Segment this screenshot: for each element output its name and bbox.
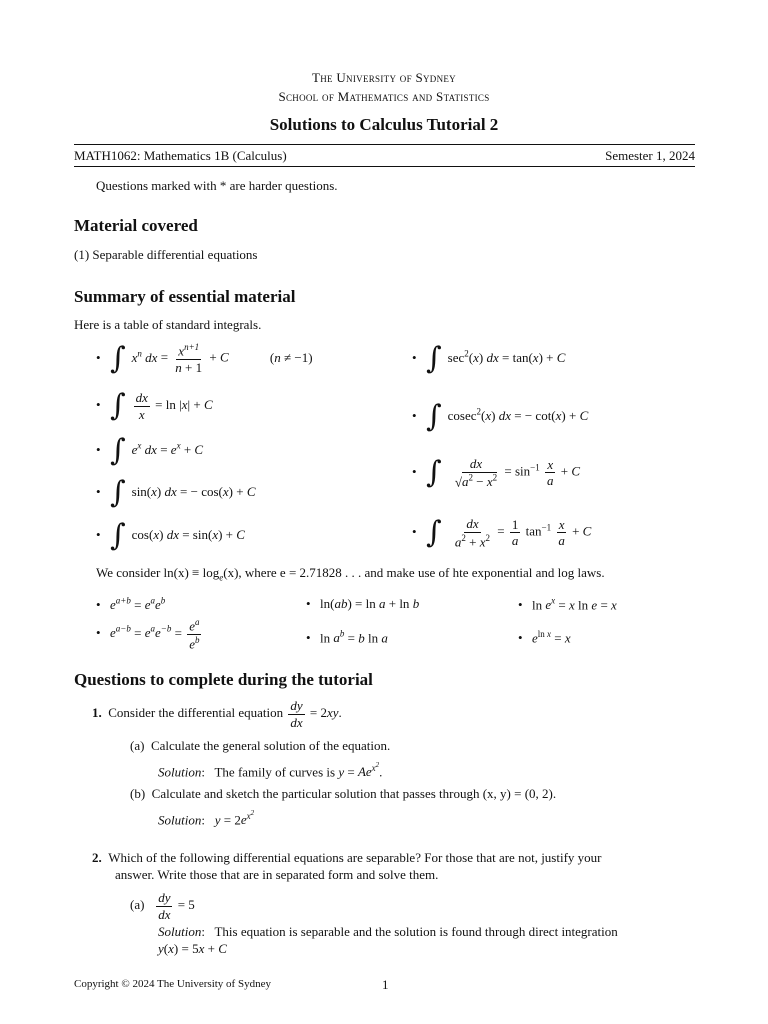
question-2a-answer: y(x) = 5x + C: [158, 941, 227, 956]
question-1b: (b) Calculate and sketch the particular solution that passes through (x, y) = (0, 2).: [130, 786, 557, 801]
header-rule-bottom: [74, 166, 695, 167]
semester: Semester 1, 2024: [605, 148, 695, 163]
material-heading: Material covered: [74, 216, 198, 235]
header-rule-top: [74, 144, 695, 145]
questions-heading: Questions to complete during the tutorial: [74, 670, 373, 689]
page-number: 1: [382, 977, 389, 992]
summary-heading: Summary of essential material: [74, 287, 296, 306]
exp-law-difference: • $e^{a-b} = e^ae^{-b}$ = $\frac{e^a}{e^b}$: [96, 617, 200, 652]
exp-law-sum: • $e^{a+b} = e^ae^b$: [96, 596, 166, 613]
question-2a: (a) $\frac{dy}{dx}$ = 5: [130, 890, 195, 922]
integral-cosec-squared: • ∫ cosec$^2$(x) dx = − cot(x) + C: [412, 399, 589, 434]
school-name: School of Mathematics and Statistics: [278, 89, 490, 104]
integral-sine: • ∫ sin(x) dx = − cos(x) + C: [96, 475, 256, 510]
university-name: The University of Sydney: [311, 70, 456, 85]
integral-cosine: • ∫ cos(x) dx = sin(x) + C: [96, 518, 245, 553]
integral-power: • ∫ $x^n$ dx = $\frac{x^{n+1}}{n + 1}$ + C (n ≠ −1): [96, 340, 313, 376]
log-law-power: • $\ln a^b = b$ ln a: [306, 629, 388, 646]
question-1: 1. Consider the differential equation $\frac{dy}{dx}$ = 2xy.: [92, 698, 342, 730]
log-statement: We consider $\ln(x) \equiv \log_e(x)$, where e = 2.71828 . . . and make use of hte exponential and log laws.: [96, 565, 605, 583]
log-law-product: • ln(ab) = ln a + ln b: [306, 596, 420, 611]
question-1a-solution: Solution: The family of curves is $y = Ae^{x^2}$.: [158, 761, 383, 780]
question-2: 2. Which of the following differential equations are separable? For those that are not, justify your: [92, 850, 602, 865]
question-1b-solution: Solution: $y = 2e^{x^2}$: [158, 809, 255, 828]
log-law-inverse-1: • $\ln e^x = x$ ln e = x: [518, 596, 617, 613]
integral-reciprocal: • ∫ $\frac{dx}{x}$ = ln |x| + C: [96, 388, 213, 424]
summary-intro: Here is a table of standard integrals.: [74, 317, 262, 332]
document-title: Solutions to Calculus Tutorial 2: [269, 115, 499, 134]
integral-exponential: • ∫ $e^x$ dx = $e^x + C$: [96, 433, 204, 468]
question-2-cont: answer. Write those that are in separated form and solve them.: [115, 867, 439, 882]
copyright: Copyright © 2024 The University of Sydney: [74, 978, 271, 990]
material-item: (1) Separable differential equations: [74, 247, 258, 262]
question-1a: (a) Calculate the general solution of the equation.: [130, 738, 391, 753]
course-code: MATH1062: Mathematics 1B (Calculus): [74, 148, 287, 163]
integral-sec-squared: • ∫ $\sec^2(x)$ dx = tan(x) + C: [412, 341, 566, 376]
log-law-inverse-2: • $e^{ln x} = x$: [518, 629, 571, 646]
integral-arcsin: • ∫ $\frac{dx}{√a^2 - x^2}$ = $\sin^{-1}$ $\frac{x}{a}$ + C: [412, 454, 581, 490]
harder-note: Questions marked with * are harder questions.: [96, 178, 338, 193]
question-2a-solution: Solution: This equation is separable and the solution is found through direct integration: [158, 924, 618, 939]
integral-arctan: • ∫ $\frac{dx}{a^2 + x^2}$ = $\frac{1}{a}$ $\tan^{-1}$ $\frac{x}{a}$ + C: [412, 514, 592, 550]
